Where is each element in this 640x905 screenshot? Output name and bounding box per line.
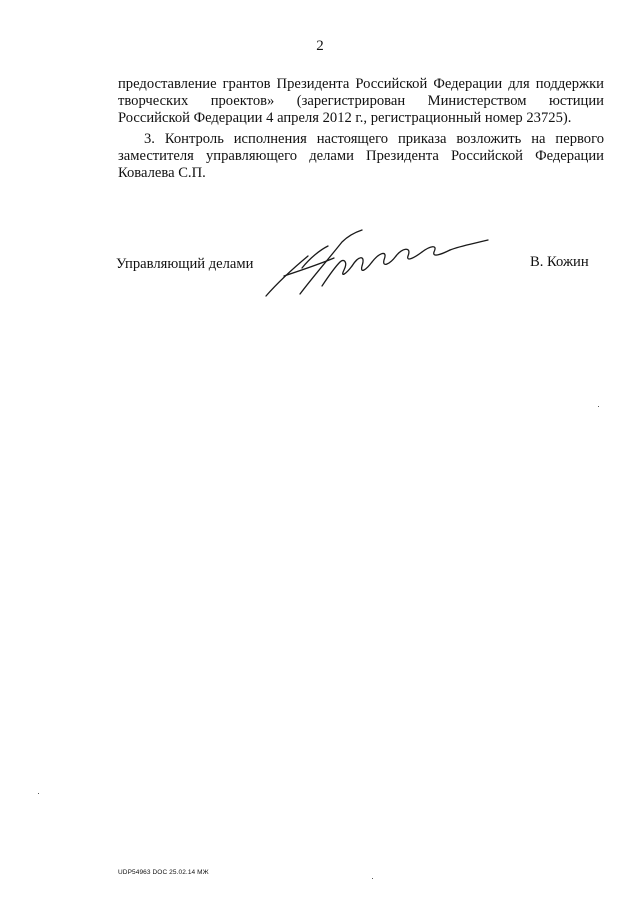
signatory-title: Управляющий делами xyxy=(116,256,254,272)
scan-speck xyxy=(598,406,599,407)
page-number: 2 xyxy=(316,38,324,54)
handwritten-signature xyxy=(262,228,492,300)
paragraph-continuation: предоставление грантов Президента Российской Федерации для поддержки творческих проектов» (зарегистрирован Министерством юстиции Российской Федерации 4 апреля 2012 г., регистрационный номер 23725). xyxy=(118,76,604,126)
scan-speck xyxy=(372,878,373,879)
footer-document-code: UDP54963 DOC 25.02.14 МЖ xyxy=(118,869,209,876)
paragraph-item-3: 3. Контроль исполнения настоящего приказа возложить на первого заместителя управляющего делами Президента Российской Федерации Ковалева С.П. xyxy=(118,131,604,181)
signatory-name: В. Кожин xyxy=(530,254,589,270)
scan-speck xyxy=(38,793,39,794)
